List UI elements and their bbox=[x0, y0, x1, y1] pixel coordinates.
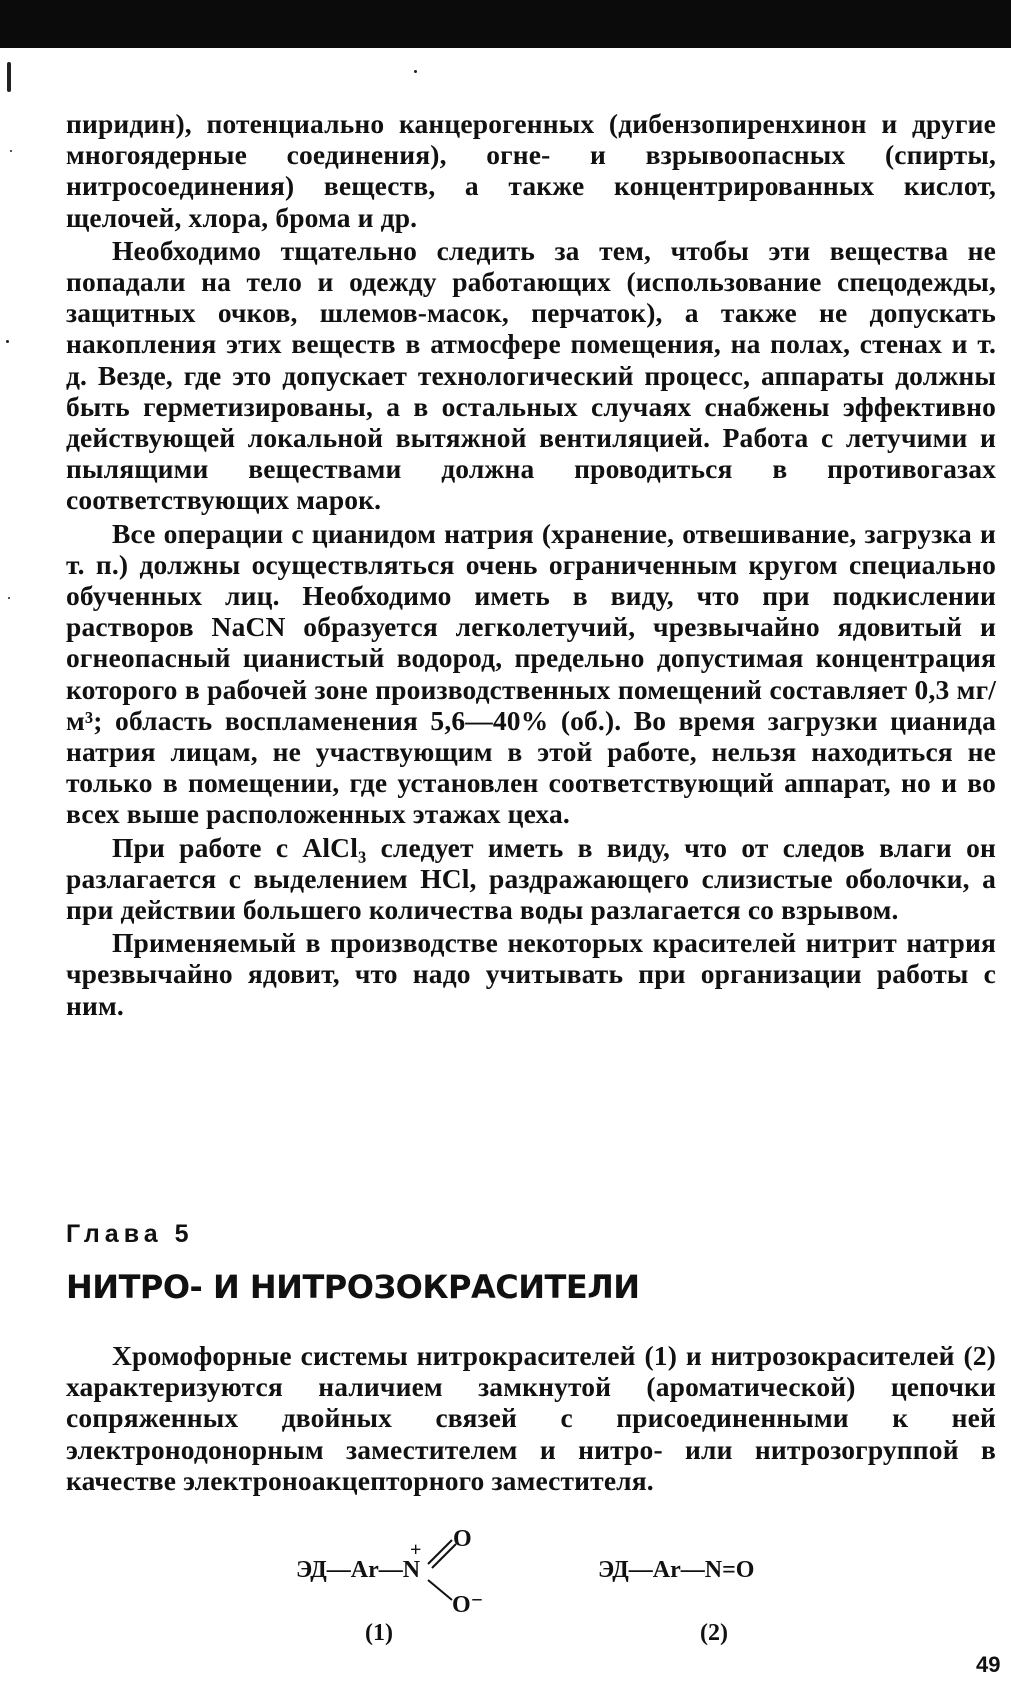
formula-2-number: (2) bbox=[700, 1620, 728, 1646]
chapter-label: Глава 5 bbox=[66, 1220, 194, 1248]
page-number: 49 bbox=[976, 1652, 1001, 1677]
scan-speck bbox=[7, 62, 11, 92]
formula-1-single-bond bbox=[428, 1580, 452, 1600]
formula-1-bottom-oxygen: O⁻ bbox=[452, 1592, 484, 1618]
formula-drawing bbox=[0, 1520, 1011, 1650]
paragraph-chromophore-systems: Хромофорные системы нитрокрасителей (1) и нитрозокрасителей (2) характеризуются наличием замкнутой (ароматической) цепочки сопряженных двойных связей с присоединенными к ней электронодонорным заместителем и нитро- или нитрозогруппой в качестве электроноакцепторного заместителя. bbox=[66, 1340, 996, 1496]
formula-1-charge: + bbox=[410, 1539, 422, 1561]
formula-1-number: (1) bbox=[365, 1620, 393, 1646]
scan-speck bbox=[6, 340, 9, 343]
paragraph-continued: пиридин), потенциально канцерогенных (дибензопиренхинон и другие многоядерные соединения), огне- и взрывоопасных (спирты, нитросоединения) веществ, а также концентрированных кислот, щелочей, хлора, брома и др. bbox=[66, 108, 996, 233]
paragraph-safety-clothing: Необходимо тщательно следить за тем, чтобы эти вещества не попадали на тело и одежду работающих (использование спецодежды, защитных очков, шлемов-масок, перчаток), а также не допускать накопления этих веществ в атмосфере помещения, на полах, стенах и т. д. Везде, где это допускает технологический процесс, аппараты должны быть герметизированы, а в остальных случаях снабжены эффективно действующей локальной вытяжной вентиляцией. Работа с летучими и пылящими веществами должна проводиться в противогазах соответствующих марок. bbox=[66, 234, 996, 516]
formula-2-chain: ЭД—Ar—N=O bbox=[598, 1557, 755, 1583]
scan-speck bbox=[10, 150, 12, 152]
scan-speck bbox=[8, 597, 10, 599]
paragraph-sodium-nitrite: Применяемый в производстве некоторых красителей нитрит натрия чрезвычайно ядовит, что надо учитывать при организации работы с ним. bbox=[66, 927, 996, 1021]
chapter-title: НИТРО- И НИТРОЗОКРАСИТЕЛИ bbox=[66, 1268, 640, 1306]
chapter-intro-block bbox=[66, 1340, 996, 1496]
main-text-block bbox=[66, 108, 996, 1021]
top-scan-band bbox=[0, 0, 1011, 48]
paragraph-aluminium-chloride: При работе с AlCl₃ следует иметь в виду, что от следов влаги он разлагается с выделением HCl, раздражающего слизистые оболочки, а при действии большего количества воды разлагается со взрывом. bbox=[66, 831, 996, 926]
scan-speck bbox=[414, 70, 417, 73]
formula-1-top-oxygen: O bbox=[453, 1526, 472, 1552]
chemical-formulas bbox=[0, 1520, 1011, 1650]
paragraph-sodium-cyanide: Все операции с цианидом натрия (хранение, отвешивание, загрузка и т. п.) должны осуществляться очень ограниченным кругом специально обученных лиц. Необходимо иметь в виду, что при подкислении растворов NaCN образуется легколетучий, чрезвычайно ядовитый и огнеопасный цианистый водород, предельно допустимая концентрация которого в рабочей зоне производственных помещений составляет 0,3 мг/м³; область воспламенения 5,6—40% (об.). Во время загрузки цианида натрия лицам, не участвующим в этой работе, нельзя находиться не только в помещении, где установлен соответствующий аппарат, но и во всех выше расположенных этажах цеха. bbox=[66, 517, 996, 830]
formula-1-chain: ЭД—Ar—N bbox=[296, 1557, 421, 1583]
